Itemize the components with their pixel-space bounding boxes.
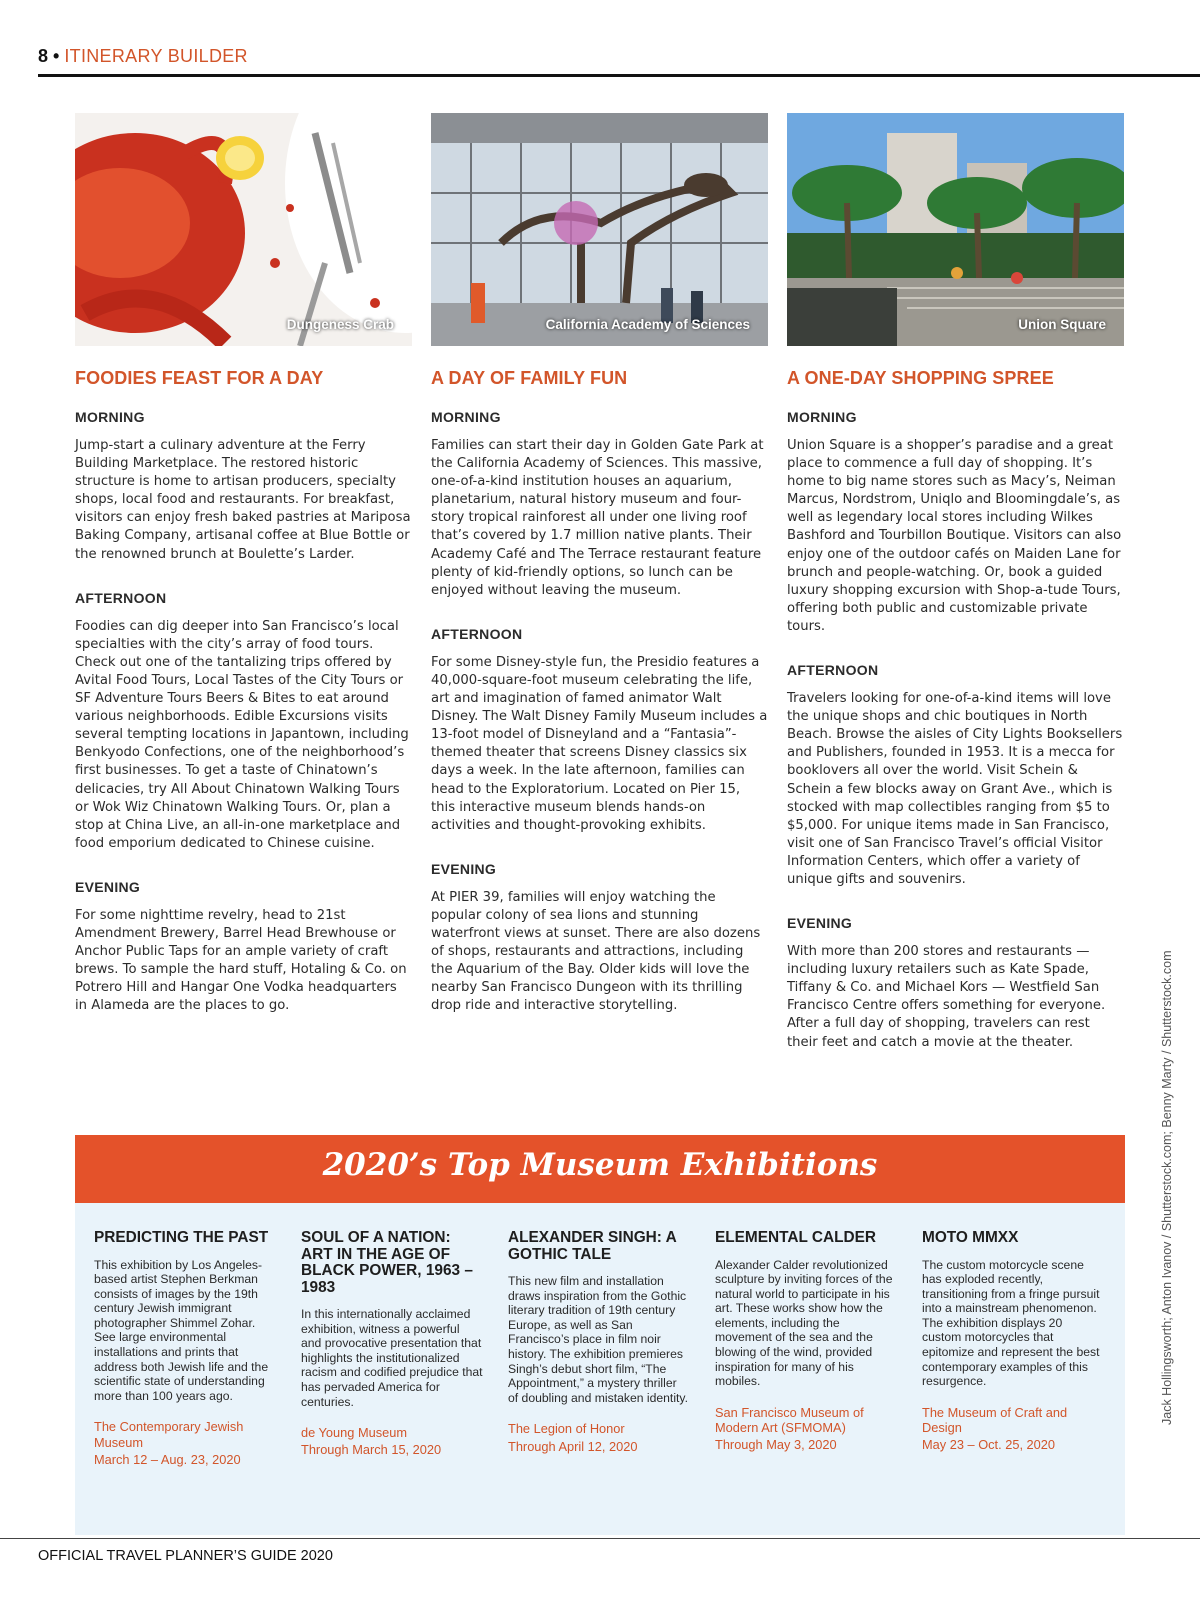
morning-text: Union Square is a shopper’s paradise and a great place to commence a full day of shopping. It’s home to big name stores such as Macy’s, Neiman Marcus, Nordstrom, Uniqlo and Bloomingdale’s, as well as legendary local stores including Wilkes Bashford and Tourbillon Boutique. Visitors can also enjoy one of the outdoor cafés on Maiden Lane for brunch and people-watching. Or, book a guided luxury shopping excursion with Shop-a-tude Tours, offering both public and customizable private tours. xyxy=(787,438,1122,634)
afternoon-text: For some Disney-style fun, the Presidio features a 40,000-square-foot museum celebrating the life, art and imagination of famed animator Walt Disney. The Walt Disney Family Museum includes a 13-foot model of Disneyland and a “Fantasia”-themed theater that screens Disney classics six days a week. In the late afternoon, families can head to the Exploratorium. Located on Pier 15, this interactive museum blends hands-on activities and thought-provoking exhibits. xyxy=(431,654,768,833)
itinerary-column-family xyxy=(431,113,768,1015)
afternoon-heading: AFTERNOON xyxy=(75,589,167,606)
itinerary-column-shopping xyxy=(787,113,1124,1052)
section-title: ITINERARY BUILDER xyxy=(64,46,248,66)
photo-caption: California Academy of Sciences xyxy=(545,317,750,332)
exhibition-item xyxy=(301,1230,483,1458)
exhibition-venue: The Contemporary Jewish Museum xyxy=(94,1419,244,1450)
evening-heading: EVENING xyxy=(431,860,497,877)
photo-credit: Jack Hollingsworth; Anton Ivanov / Shutterstock.com; Benny Marty / Shutterstock.com xyxy=(1160,950,1174,1425)
exhibition-title: SOUL OF A NATION: ART IN THE AGE OF BLACK POWER, 1963 – 1983 xyxy=(301,1229,473,1296)
morning-heading: MORNING xyxy=(75,409,145,425)
exhibition-item xyxy=(508,1230,690,1454)
exhibition-dates: Through March 15, 2020 xyxy=(301,1442,442,1458)
exhibitions-panel xyxy=(75,1203,1125,1535)
dinosaur-image xyxy=(431,113,768,346)
morning-text: Jump-start a culinary adventure at the Ferry Building Marketplace. The restored historic structure is home to artisan producers, specialty shops, local food and restaurants. For breakfast, visitors can enjoy fresh baked pastries at Mariposa Baking Company, artisanal coffee at Blue Bottle or the renowned brunch at Boulette’s Larder. xyxy=(75,438,411,562)
exhibition-item xyxy=(94,1230,276,1467)
evening-heading: EVENING xyxy=(75,878,141,895)
exhibition-dates: March 12 – Aug. 23, 2020 xyxy=(94,1451,241,1467)
itinerary-column-foodies xyxy=(75,113,412,1015)
page-header xyxy=(38,46,248,67)
exhibition-venue: San Francisco Museum of Modern Art (SFMOMA) xyxy=(715,1404,864,1436)
exhibition-venue: The Museum of Craft and Design xyxy=(922,1404,1068,1436)
exhibitions-banner xyxy=(75,1135,1125,1203)
exhibitions-title: 2020’s Top Museum Exhibitions xyxy=(322,1147,878,1183)
exhibition-dates: Through April 12, 2020 xyxy=(508,1438,638,1454)
exhibition-dates: May 23 – Oct. 25, 2020 xyxy=(922,1437,1056,1453)
morning-heading: MORNING xyxy=(787,409,857,425)
exhibition-description: In this internationally acclaimed exhibition, witness a powerful and provocative presentation that highlights the institutionalized racism and codified prejudice that has pervaded America for centuries. xyxy=(301,1307,483,1409)
academy-of-sciences-photo xyxy=(431,113,768,346)
evening-text: For some nighttime revelry, head to 21st Amendment Brewery, Barrel Head Brewhouse or Anchor Public Taps for an ample variety of craft brews. To sample the hard stuff, Hotaling & Co. on Potrero Hill and Hangar One Vodka headquarters in Alameda are the places to go. xyxy=(75,907,407,1014)
itinerary-title: A ONE-DAY SHOPPING SPREE xyxy=(787,368,1054,388)
header-bullet: • xyxy=(53,46,60,66)
afternoon-text: Foodies can dig deeper into San Francisco’s local specialties with the city’s array of food tours. Check out one of the tantalizing trips offered by Avital Food Tours, Local Tastes of the City Tours or SF Adventure Tours Beers & Bites to eat around various neighborhoods. Edible Excursions visits several tempting locations in Japantown, including Benkyodo Confections, one of the neighborhood’s first businesses. To get a taste of Chinatown’s delicacies, try All About Chinatown Walking Tours or Wok Wiz Chinatown Walking Tours. Or, plan a stop at China Live, an all-in-one marketplace and food emporium dedicated to Chinese cuisine. xyxy=(75,618,409,851)
exhibition-description: This new film and installation draws inspiration from the Gothic literary tradition of 19th century Europe, as well as San Francisco’s place in film noir history. The exhibition premieres Singh’s debut short film, “The Appointment,” a mystery thriller of doubling and mistaken identity. xyxy=(508,1274,688,1405)
afternoon-text: Travelers looking for one-of-a-kind items will love the unique shops and chic boutiques in North Beach. Browse the aisles of City Lights Booksellers and Publishers, founded in 1953. It is a mecca for booklovers all over the world. Visit Schein & Schein a few blocks away on Grant Ave., which is stocked with map collectibles ranging from $5 to $5,000. For unique items made in San Francisco, visit one of San Francisco Travel’s official Visitor Information Centers, which offer a variety of unique gifts and souvenirs. xyxy=(787,691,1123,887)
exhibition-description: This exhibition by Los Angeles-based artist Stephen Berkman consists of images by the 19th century Jewish immigrant photographer Shimmel Zohar. See large environmental installations and prints that address both Jewish life and the scientific state of understanding more than 100 years ago. xyxy=(94,1257,269,1403)
afternoon-heading: AFTERNOON xyxy=(431,625,523,642)
exhibition-description: The custom motorcycle scene has exploded recently, transitioning from a fringe pursuit into a mainstream phenomenon. The exhibition displays 20 custom motorcycles that epitomize and represent the best contemporary examples of this resurgence. xyxy=(922,1257,1100,1389)
exhibition-title: ALEXANDER SINGH: A GOTHIC TALE xyxy=(508,1229,677,1263)
exhibition-item xyxy=(715,1230,897,1452)
exhibition-venue: The Legion of Honor xyxy=(508,1421,625,1437)
union-square-photo xyxy=(787,113,1124,346)
union-square-image xyxy=(787,113,1124,346)
page-number: 8 xyxy=(38,46,49,66)
evening-heading: EVENING xyxy=(787,915,853,932)
evening-text: With more than 200 stores and restaurants — including luxury retailers such as Kate Spade, Tiffany & Co. and Michael Kors — Westfield San Francisco Centre offers something for everyone. After a full day of shopping, travelers can rest their feet and catch a movie at the theater. xyxy=(787,944,1106,1050)
footer-text: OFFICIAL TRAVEL PLANNER’S GUIDE 2020 xyxy=(38,1548,333,1564)
exhibition-item xyxy=(922,1230,1104,1452)
photo-caption: Dungeness Crab xyxy=(286,317,394,332)
itinerary-title: A DAY OF FAMILY FUN xyxy=(431,368,628,388)
footer-divider xyxy=(0,1538,1200,1539)
exhibition-venue: de Young Museum xyxy=(301,1425,408,1441)
dungeness-crab-photo xyxy=(75,113,412,346)
itinerary-title: FOODIES FEAST FOR A DAY xyxy=(75,368,324,388)
evening-text: At PIER 39, families will enjoy watching the popular colony of sea lions and stunning waterfront views at sunset. There are also dozens of shops, restaurants and attractions, including the Aquarium of the Bay. Older kids will love the nearby San Francisco Dungeon with its thrilling drop ride and interactive storytelling. xyxy=(431,889,761,1014)
morning-heading: MORNING xyxy=(431,409,501,425)
exhibition-title: ELEMENTAL CALDER xyxy=(715,1229,877,1246)
morning-text: Families can start their day in Golden Gate Park at the California Academy of Sciences. This massive, one-of-a-kind institution houses an aquarium, planetarium, natural history museum and four-story tropical rainforest all under one living roof that’s covered by 1.7 million native plants. Their Academy Café and The Terrace restaurant feature plenty of kid-friendly options, so lunch can be enjoyed without leaving the museum. xyxy=(431,438,764,598)
header-divider xyxy=(38,74,1200,77)
crab-image xyxy=(75,113,412,346)
exhibition-description: Alexander Calder revolutionized sculpture by inviting forces of the natural world to participate in his art. These works show how the elements, including the movement of the sea and the blowing of the wind, provided inspiration for many of his mobiles. xyxy=(715,1257,893,1389)
exhibition-title: MOTO MMXX xyxy=(922,1229,1019,1246)
exhibition-title: PREDICTING THE PAST xyxy=(94,1229,269,1246)
photo-caption: Union Square xyxy=(1018,317,1106,332)
exhibition-dates: Through May 3, 2020 xyxy=(715,1437,837,1453)
afternoon-heading: AFTERNOON xyxy=(787,662,879,679)
